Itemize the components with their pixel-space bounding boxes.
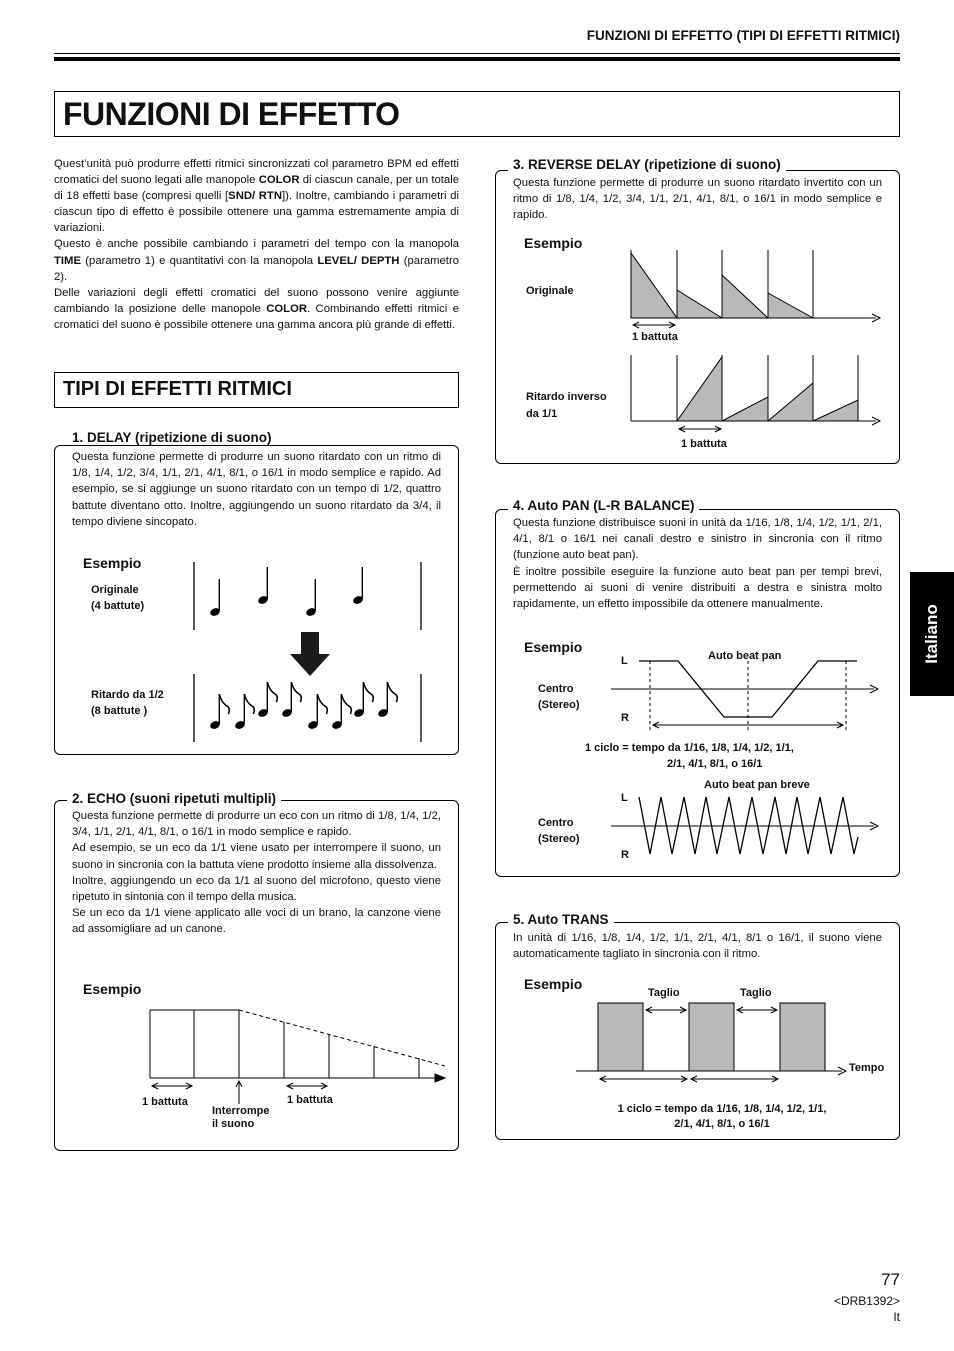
echo-example-label: Esempio (83, 981, 142, 997)
autopan-cycle-label: 1 ciclo = tempo da 1/16, 1/8, 1/4, 1/2, 1/1, 2/1, 4/1, 8/1, o 16/1 (585, 742, 794, 770)
delay-half-label: Ritardo da 1/2 (8 battute ) (91, 689, 164, 717)
delay-example-label: Esempio (83, 555, 142, 571)
subtitle: TIPI DI EFFETTI RITMICI (63, 378, 292, 400)
trans-text: In unità di 1/16, 1/8, 1/4, 1/2, 1/1, 2/1, 4/1, 8/1 o 16/1, il suono viene automaticamente tagliato in sincronia con il ritmo. (513, 932, 882, 961)
reverse-title: 3. REVERSE DELAY (ripetizione di suono) (508, 157, 786, 172)
main-title: FUNZIONI DI EFFETTO (63, 96, 400, 132)
trans-example-label: Esempio (524, 976, 583, 992)
intro-paragraph-1: Quest’unità può produrre effetti ritmici sincronizzati col parametro BPM ed effetti cromatici del suono legati alle manopole COLOR di ciascun canale, per un totale di 18 effetti base (compresi quelli [SND/ RTN]). Inoltre, cambiando i parametri di ciascun tipo di effetto è possibile ottenere una gamma estremamente ampia di variazioni. (54, 158, 459, 235)
reverse-example-label: Esempio (524, 235, 583, 251)
trans-title: 5. Auto TRANS (508, 912, 614, 927)
language-tab-label: Italiano (922, 604, 941, 664)
trans-cut-label-2: Taglio (740, 987, 772, 999)
pan-center-label-1: Centro (Stereo) (538, 683, 580, 711)
echo-text: Questa funzione permette di produrre un eco con un ritmo di 1/8, 1/4, 1/2, 3/4, 1/1, 2/1, 4/1, 8/1, o 16/1 in modo semplice e rapido. Ad esempio, se un eco da 1/1 viene usato per interrompere il suono, un suono in sincronia con la battuta viene prodotto insieme alla dissolvenza. Inoltre, aggiungendo un eco da 1/1 al suono del microfono, questo viene ripetuto in sintonia con il tempo della musica. Se un eco da 1/1 viene applicato alle voci di un brano, la canzone viene ad assomigliare ad un canone. (72, 810, 441, 936)
doc-code: <DRB1392> It (833, 1294, 900, 1324)
pan-r-label-1: R (621, 712, 629, 724)
auto-beat-pan-short-label: Auto beat pan breve (704, 779, 810, 791)
reverse-text: Questa funzione permette di produrre un suono ritardato invertito con un ritmo di 1/8, 1/4, 1/2, 3/4, 1/1, 2/1, 4/1, 8/1, o 16/1 in modo semplice e rapido. (513, 177, 882, 222)
pan-center-label-2: Centro (Stereo) (538, 817, 580, 845)
pan-r-label-2: R (621, 849, 629, 861)
language-tab (910, 572, 954, 696)
intro-paragraph-2: Questo è anche possibile cambiando i parametri del tempo con la manopola TIME (parametro 1) e quantitativi con la manopola LEVEL/ DEPTH (parametro 2). (54, 238, 459, 283)
reverse-beat-label-2: 1 battuta (681, 438, 727, 450)
page-number: 77 (881, 1270, 900, 1289)
trans-tempo-label: Tempo (849, 1062, 885, 1074)
echo-beat-label-1: 1 battuta (142, 1096, 188, 1108)
trans-cycle-label: 1 ciclo = tempo da 1/16, 1/8, 1/4, 1/2, 1/1, 2/1, 4/1, 8/1, o 16/1 (617, 1103, 827, 1130)
reverse-delay-label: Ritardo inverso da 1/1 (526, 391, 607, 420)
delay-original-label: Originale (4 battute) (91, 584, 145, 612)
delay-title: 1. DELAY (ripetizione di suono) (67, 430, 277, 445)
echo-title: 2. ECHO (suoni ripetuti multipli) (67, 791, 281, 806)
echo-stop-label: Interrompe il suono (212, 1105, 270, 1130)
reverse-beat-label-1: 1 battuta (632, 331, 678, 343)
delay-text: Questa funzione permette di produrre un suono ritardato con un ritmo di 1/8, 1/4, 1/2, 3/4, 1/1, 2/1, 4/1, 8/1, o 16/1 in modo semplice e rapido. Ad esempio, se si aggiunge un suono ritardato con un tempo di 1/2, quattro battute diventano otto. Inoltre, aggiungendo un suono ritardato da 3/4, il tempo diviene sincopato. (72, 451, 441, 528)
autopan-text: Questa funzione distribuisce suoni in unità da 1/16, 1/8, 1/4, 1/2, 1/1, 2/1, 4/1, 8/1 o 16/1 nei canali destro e sinistro in sincronia con il ritmo (funzione auto beat pan). È inoltre possibile eseguire la funzione auto beat pan per tempi brevi, permettendo ai suoni di venire distribuiti a destra e sinistra molto rapidamente, un effetto impossibile da ottenere manualmente. (513, 517, 882, 611)
reverse-original-label: Originale (526, 285, 574, 297)
intro-paragraph-3: Delle variazioni degli effetti cromatici del suono possono venire aggiunte cambiando la posizione delle manopole COLOR. Combinando effetti ritmici e cromatici del suono è possibile ottenere una gamma ancora più grande di effetti. (54, 286, 459, 331)
autopan-example-label: Esempio (524, 639, 583, 655)
trans-cut-label-1: Taglio (648, 987, 680, 999)
echo-beat-label-2: 1 battuta (287, 1094, 333, 1106)
autopan-title: 4. Auto PAN (L-R BALANCE) (508, 498, 699, 513)
pan-l-label-1: L (621, 655, 628, 667)
auto-beat-pan-label: Auto beat pan (708, 650, 782, 662)
running-header: FUNZIONI DI EFFETTO (TIPI DI EFFETTI RITMICI) (586, 28, 900, 43)
pan-l-label-2: L (621, 792, 628, 804)
